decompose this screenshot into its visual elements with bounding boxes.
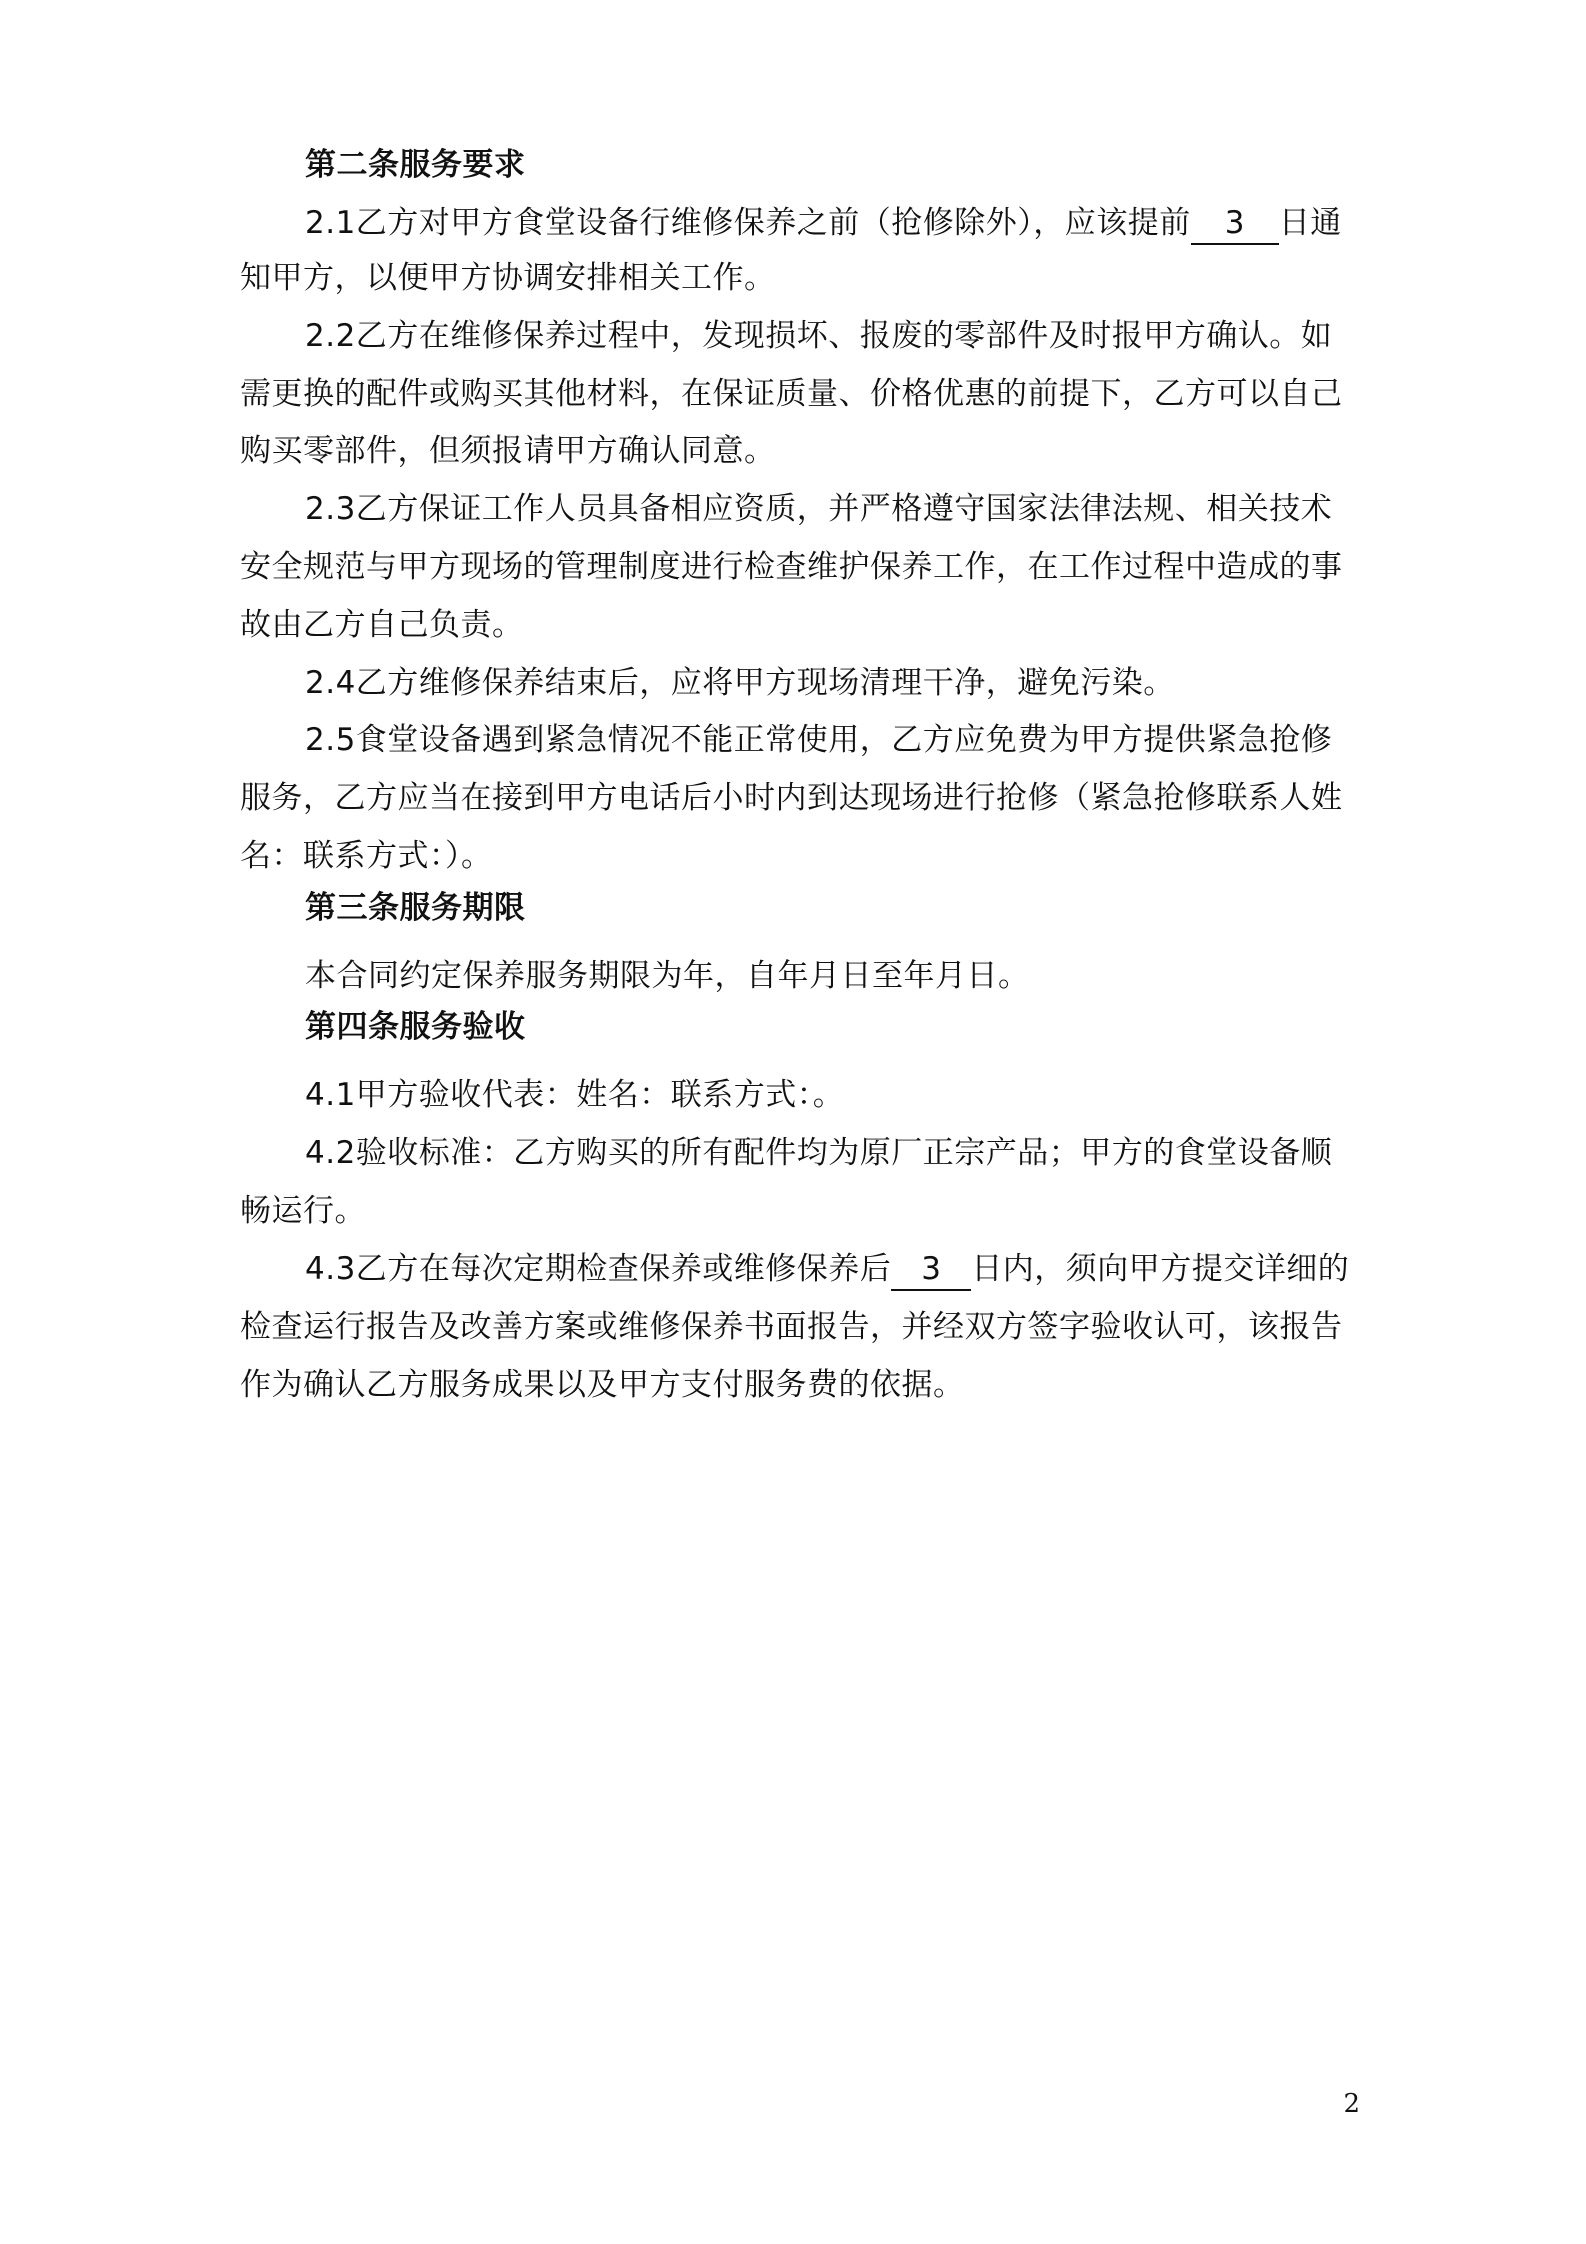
clause-2-5-line-3: 名：联系方式：）。 bbox=[240, 838, 493, 874]
clause-2-1-text: 2.1乙方对甲方食堂设备行维修保养之前（抢修除外），应该提前 bbox=[305, 205, 1191, 241]
clause-4-3-text: 4.3乙方在每次定期检查保养或维修保养后 bbox=[305, 1251, 892, 1287]
clause-2-1-line-1 bbox=[305, 200, 1360, 246]
clause-2-2-line-1: 2.2乙方在维修保养过程中，发现损坏、报废的零部件及时报甲方确认。如 bbox=[305, 318, 1333, 354]
clause-2-2-line-3: 购买零部件，但须报请甲方确认同意。 bbox=[240, 433, 776, 469]
clause-2-1-line-2: 知甲方，以便甲方协调安排相关工作。 bbox=[240, 260, 776, 296]
page-number: 2 bbox=[1343, 2089, 1360, 2119]
article-2-heading: 第二条服务要求 bbox=[305, 147, 526, 183]
clause-4-1-line-1: 4.1甲方验收代表：姓名：联系方式：。 bbox=[305, 1077, 845, 1113]
clause-2-1-text-after: 日通 bbox=[1278, 205, 1342, 241]
clause-4-3-line-2: 检查运行报告及改善方案或维修保养书面报告，并经双方签字验收认可，该报告 bbox=[240, 1309, 1343, 1345]
clause-4-2-line-1: 4.2验收标准：乙方购买的所有配件均为原厂正宗产品；甲方的食堂设备顺 bbox=[305, 1135, 1333, 1171]
notice-days-blank: 3 bbox=[1191, 203, 1279, 245]
article-4-heading: 第四条服务验收 bbox=[305, 1009, 526, 1045]
clause-2-3-line-1: 2.3乙方保证工作人员具备相应资质，并严格遵守国家法律法规、相关技术 bbox=[305, 491, 1333, 527]
report-days-blank: 3 bbox=[891, 1249, 971, 1291]
clause-2-5-line-1: 2.5食堂设备遇到紧急情况不能正常使用，乙方应免费为甲方提供紧急抢修 bbox=[305, 722, 1333, 758]
clause-4-3-text-after: 日内，须向甲方提交详细的 bbox=[971, 1251, 1350, 1287]
clause-2-5-line-2: 服务，乙方应当在接到甲方电话后小时内到达现场进行抢修（紧急抢修联系人姓 bbox=[240, 780, 1343, 816]
article-3-heading: 第三条服务期限 bbox=[305, 890, 526, 926]
clause-4-2-line-2: 畅运行。 bbox=[240, 1193, 366, 1229]
clause-2-3-line-2: 安全规范与甲方现场的管理制度进行检查维护保养工作，在工作过程中造成的事 bbox=[240, 549, 1343, 585]
clause-4-3-line-3: 作为确认乙方服务成果以及甲方支付服务费的依据。 bbox=[240, 1367, 965, 1403]
clause-3-line-1: 本合同约定保养服务期限为年，自年月日至年月日。 bbox=[305, 958, 1030, 994]
clause-4-3-line-1 bbox=[305, 1246, 1360, 1292]
clause-2-3-line-3: 故由乙方自己负责。 bbox=[240, 607, 524, 643]
clause-2-2-line-2: 需更换的配件或购买其他材料，在保证质量、价格优惠的前提下，乙方可以自己 bbox=[240, 376, 1343, 412]
clause-2-4-line-1: 2.4乙方维修保养结束后，应将甲方现场清理干净，避免污染。 bbox=[305, 665, 1175, 701]
